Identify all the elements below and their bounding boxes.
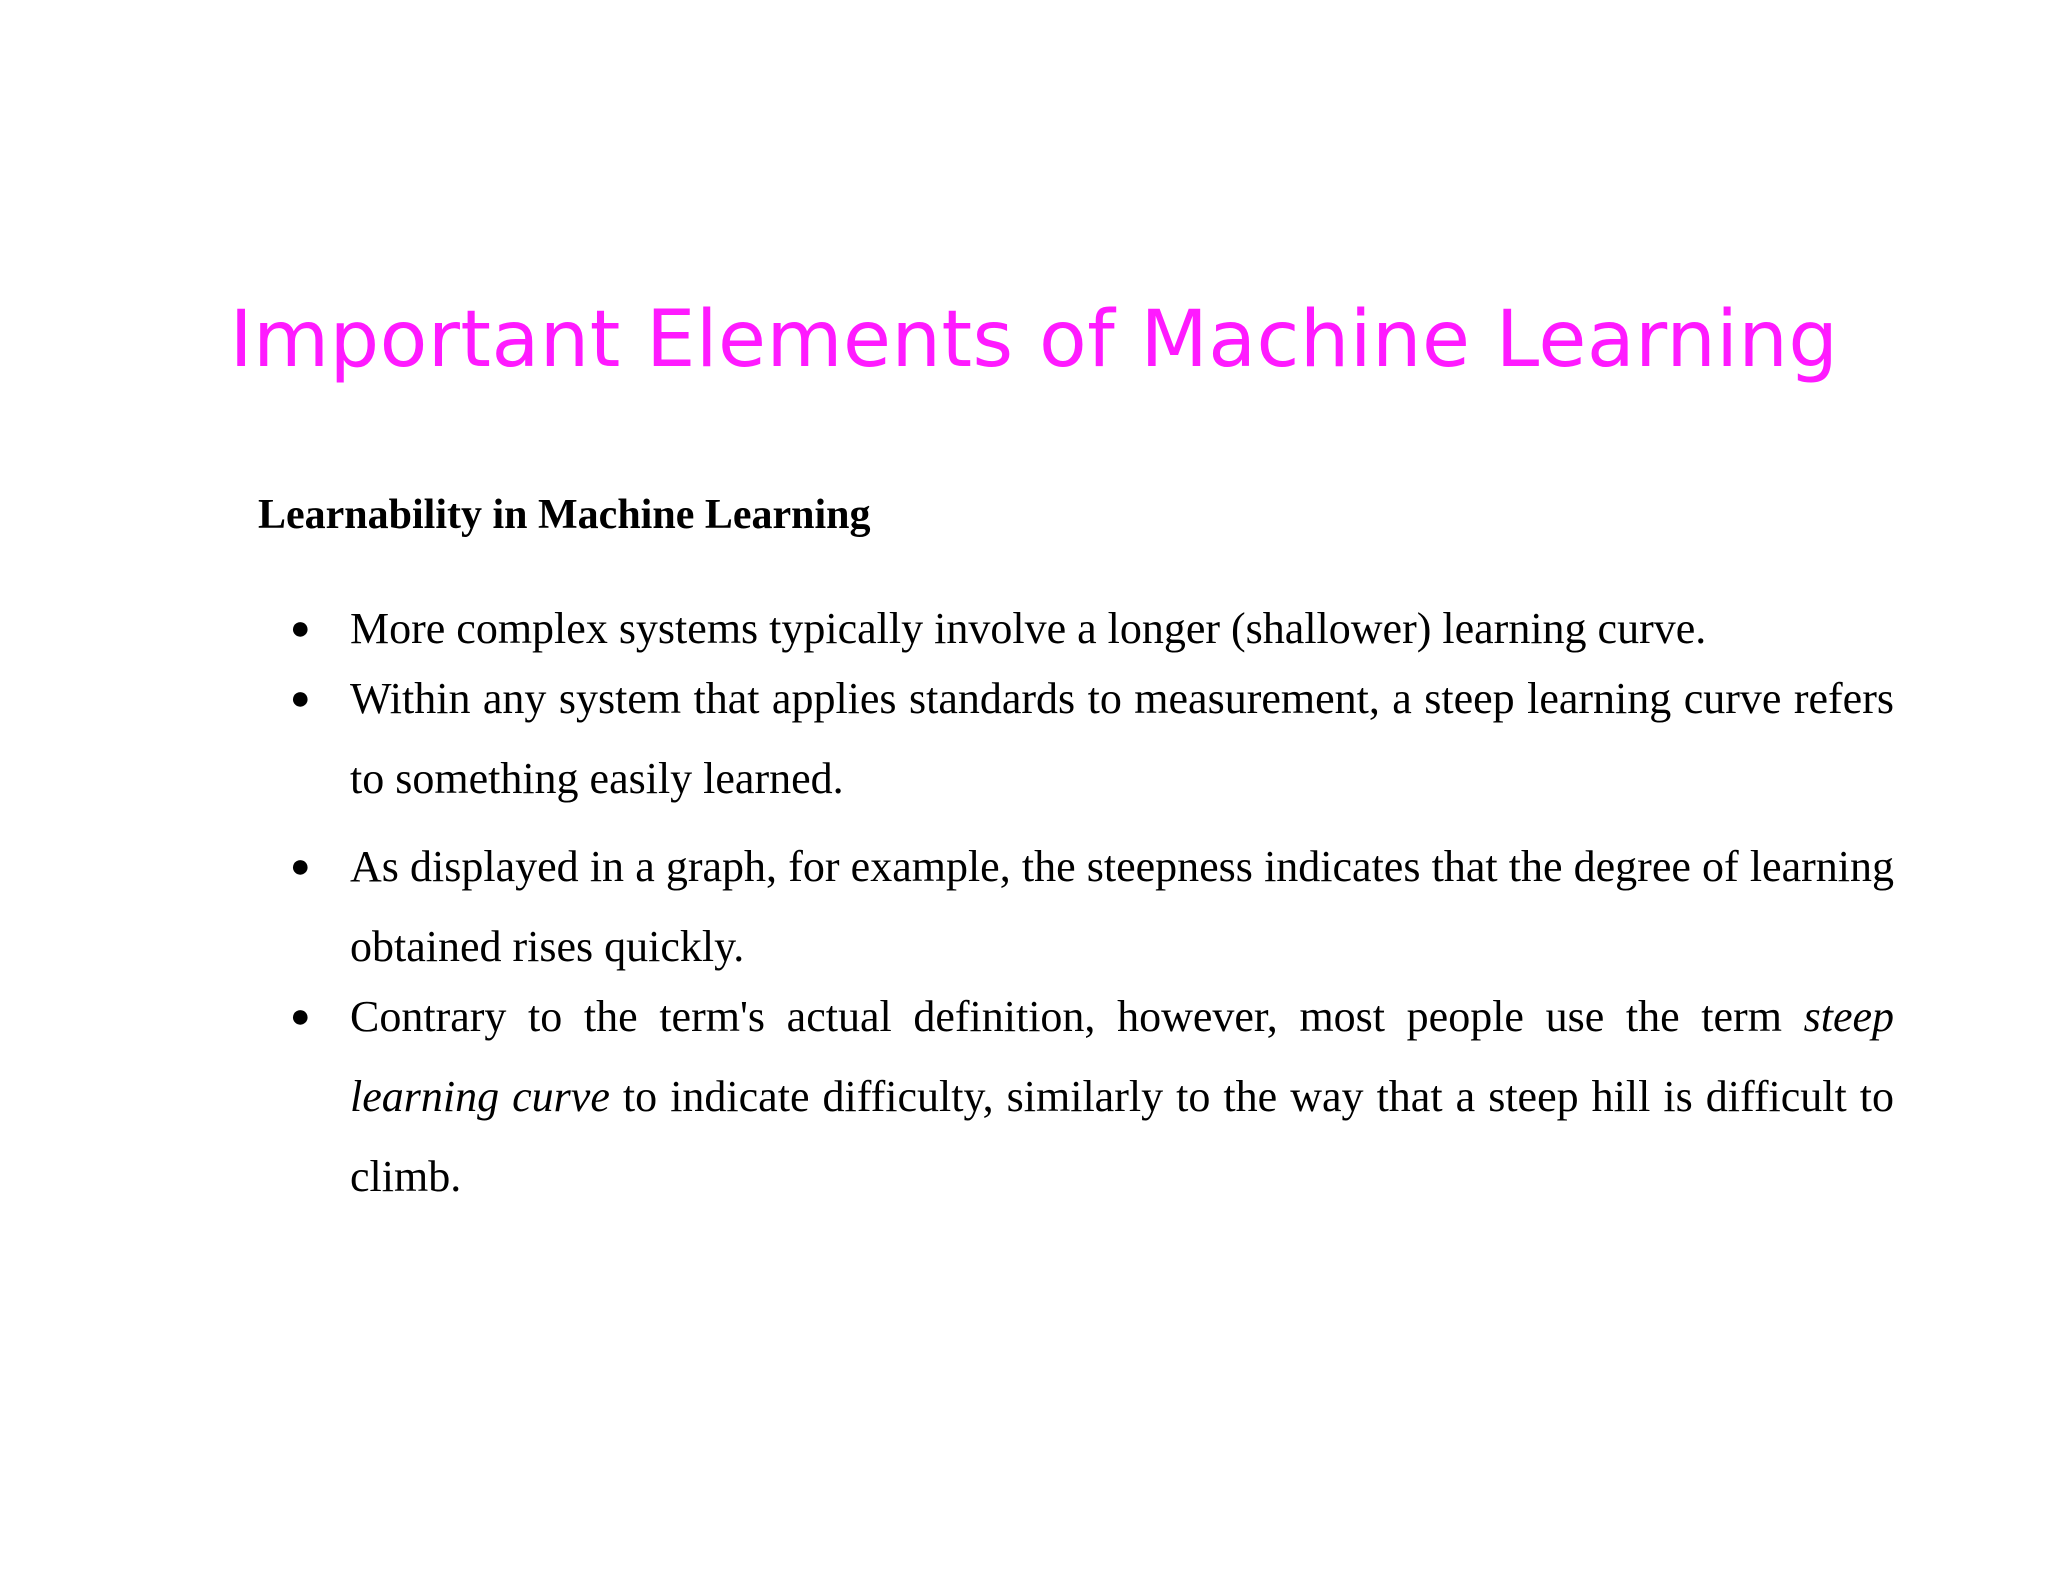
bullet-text [350,977,1894,1217]
bullet-text: Within any system that applies standards to measurement, a steep learning curve refers to something easily learned. [350,674,1894,803]
section-heading: Learnability in Machine Learning [258,492,871,538]
page-title-text: Important Elements of Machine Learning [229,295,1839,385]
bullet-icon: ● [290,998,311,1035]
bullet-text: As displayed in a graph, for example, the steepness indicates that the degree of learning obtained rises quickly. [350,842,1894,971]
bullet-icon: ● [290,610,311,647]
bullet-text-part: Contrary to the term's actual definition, however, most people use the term [350,992,1804,1041]
bullet-text-emphasis: steep learning curve [350,992,1894,1121]
bullet-text-part: to indicate difficulty, similarly to the way that a steep hill is difficult to climb. [350,1072,1895,1201]
page-title [0,292,2048,388]
bullet-icon: ● [290,680,311,717]
bullet-text: More complex systems typically involve a longer (shallower) learning curve. [350,604,1707,653]
bullet-icon: ● [290,848,311,885]
